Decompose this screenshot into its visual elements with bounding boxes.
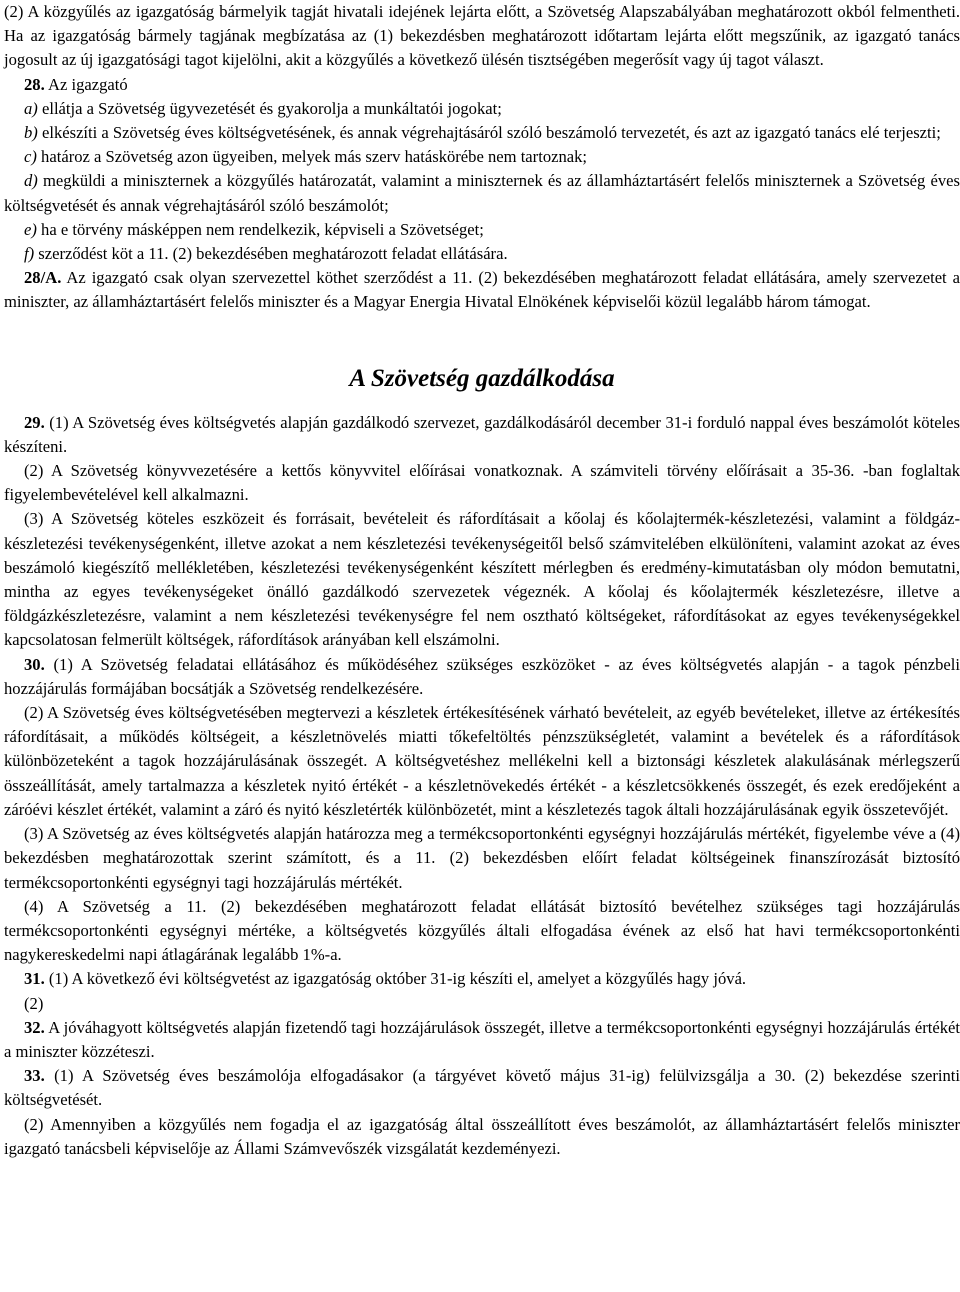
item-label: d): [24, 171, 38, 191]
section-31-1: [4, 967, 960, 991]
item-text: ha e törvény másképpen nem rendelkezik, képviseli a Szövetséget;: [36, 219, 484, 239]
section-number: 28/A.: [24, 268, 62, 288]
list-item-28-d: [4, 169, 960, 217]
paragraph-text: Az igazgató: [44, 74, 128, 94]
section-29-1: [4, 411, 960, 459]
section-30-1: [4, 653, 960, 701]
section-number: 28.: [24, 74, 45, 94]
paragraph-27-2: [4, 0, 960, 73]
section-30-4: [4, 895, 960, 968]
section-number: 32.: [24, 1017, 45, 1037]
paragraph-text: Az igazgató csak olyan szervezettel köthet szerződést a 11. (2) bekezdésében meghatározott feladat ellátására, amely szervezetet a miniszter, az államháztartásért felelős miniszter és a Magyar Energia Hivatal Elnökének képviselői közül legalább három támogat.: [4, 268, 960, 312]
list-item-28-c: [4, 145, 960, 169]
section-number: 29.: [24, 412, 45, 432]
paragraph-text: (1) A következő évi költségvetést az igazgatóság október 31-ig készíti el, amelyet a közgyűlés hagy jóvá.: [44, 969, 747, 989]
item-text: határoz a Szövetség azon ügyeiben, melyek más szerv hatáskörébe nem tartoznak;: [36, 147, 588, 167]
section-28a: [4, 266, 960, 314]
item-text: elkészíti a Szövetség éves költségvetésének, és annak végrehajtásáról szóló beszámoló tervezetét, és azt az igazgató tanács elé terjeszti;: [37, 123, 941, 143]
section-31-2: [4, 992, 960, 1016]
item-label: b): [24, 123, 38, 143]
item-label: c): [24, 147, 37, 167]
paragraph-text: (2) A közgyűlés az igazgatóság bármelyik tagját hivatali idejének lejárta előtt, a Szövetség Alapszabályában meghatározott okból felmentheti. Ha az igazgatóság bármely tagjának megbízatása az (1) bekezdésben meghatározott időtartam lejárta előtt megszűnik, az igazgató tanács jogosult az új igazgatósági tagot kijelölni, akit a közgyűlés a következő ülésén tisztségében megerősít vagy új tagot választ.: [4, 2, 960, 70]
section-number: 33.: [24, 1066, 45, 1086]
paragraph-text: (3) A Szövetség az éves költségvetés alapján határozza meg a termékcsoportonkénti egységnyi hozzájárulás mértékét, figyelembe véve a (4) bekezdésben meghatározottak szerint számított, és a 11. (2) bekezdésben előírt feladat költségeinek finanszírozását biztosító termékcsoportonkénti egységnyi tagi hozzájárulás mértékét.: [4, 824, 960, 892]
list-item-28-a: [4, 97, 960, 121]
section-28-intro: [4, 73, 960, 97]
paragraph-text: (1) A Szövetség éves beszámolója elfogadásakor (a tárgyévet követő május 31-ig) felülvizsgálja a 30. (2) bekezdése szerinti költségvetését.: [4, 1066, 960, 1110]
item-text: megküldi a miniszternek a közgyűlés határozatát, valamint a miniszternek és az államháztartásért felelős miniszternek a Szövetség éves költségvetését és annak végrehajtásáról szóló beszámolót;: [4, 171, 960, 215]
section-29-2: [4, 459, 960, 507]
chapter-heading: A Szövetség gazdálkodása: [349, 364, 615, 392]
section-number: 30.: [24, 654, 45, 674]
section-33-2: [4, 1113, 960, 1161]
list-item-28-b: [4, 121, 960, 145]
item-text: szerződést köt a 11. (2) bekezdésében meghatározott feladat ellátására.: [34, 244, 508, 264]
paragraph-text: (2): [24, 993, 44, 1013]
paragraph-text: (1) A Szövetség éves költségvetés alapján gazdálkodó szervezet, gazdálkodásáról december 31-i forduló nappal éves beszámolót köteles készíteni.: [4, 412, 960, 456]
section-29-3: [4, 507, 960, 652]
section-30-3: [4, 822, 960, 895]
paragraph-text: (1) A Szövetség feladatai ellátásához és működéséhez szükséges eszközöket - az éves költségvetés alapján - a tagok pénzbeli hozzájárulás formájában bocsátják a Szövetség rendelkezésére.: [4, 654, 960, 698]
item-text: ellátja a Szövetség ügyvezetését és gyakorolja a munkáltatói jogokat;: [37, 98, 502, 118]
paragraph-text: A jóváhagyott költségvetés alapján fizetendő tagi hozzájárulások összegét, illetve a termékcsoportonkénti egységnyi hozzájárulás értékét a miniszter közzéteszi.: [4, 1017, 960, 1061]
list-item-28-e: [4, 218, 960, 242]
paragraph-text: (3) A Szövetség köteles eszközeit és forrásait, bevételeit és ráfordításait a kőolaj és kőolajtermék-készletezési, valamint a földgáz-készletezési tevékenységenként, illetve azokat a nem készletezési tevékenységeitől belső számvitelében elkülöníteni, valamint azokat az éves beszámoló kiegészítő mellékletében, készletezési tevékenységenként készített mérlegben és eredmény-kimutatásban oly módon bemutatni, mintha az egyes tevékenységeket önálló gazdálkodó szervezetek végeznék. A kőolaj és kőolajtermék készletezésre, illetve a földgázkészletezésre, valamint a nem készletezési tevékenységre fel nem osztható költségeket, ráfordításokat az egyes tevékenységekkel kapcsolatosan felmerült költségek, ráfordítások arányában kell elszámolni.: [4, 509, 960, 650]
section-33-1: [4, 1064, 960, 1112]
item-label: e): [24, 219, 37, 239]
item-label: a): [24, 98, 38, 118]
section-30-2: [4, 701, 960, 822]
paragraph-text: (2) A Szövetség könyvvezetésére a kettős könyvvitel előírásai vonatkoznak. A számviteli törvény előírásait a 35-36. -ban foglaltak figyelembevételével kell alkalmazni.: [4, 461, 960, 505]
section-32: [4, 1016, 960, 1064]
paragraph-text: (2) Amennyiben a közgyűlés nem fogadja el az igazgatóság által összeállított éves beszámolót, az államháztartásért felelős miniszter igazgató tanácsbeli képviselője az Állami Számvevőszék vizsgálatát kezdeményezi.: [4, 1114, 960, 1158]
list-item-28-f: [4, 242, 960, 266]
item-label: f): [24, 244, 35, 264]
paragraph-text: (2) A Szövetség éves költségvetésében megtervezi a készletek értékesítésének várható bevételeit, az egyéb bevételeket, illetve az értékesítés ráfordításait, a működés költségeit, a készletnövelés miatti tőkefeltöltés pénzszükségletét, valamint a bevételek és a ráfordítások különbözeteként a tagok hozzájárulásának összegét. A költségvetéshez mellékelni kell a biztonsági készletek alakulásának mérlegszerű összeállítását, amely tartalmazza a készletek nyitó értékét - a készletnövekedés értékét - a készletcsökkenés összegét, és ezek eredőjeként a záróévi készlet értékét, valamint a záró és nyitó készletérték különbözetét, mint a készletezés tagok általi hozzájárulásának egyik összetevőjét.: [4, 703, 960, 819]
paragraph-text: (4) A Szövetség a 11. (2) bekezdésében meghatározott feladat ellátását biztosító bevételhez szükséges tagi hozzájárulás termékcsoportonkénti egységnyi mértéke, a költségvetés közgyűlés általi elfogadása évének az első hat havi termékcsoportonkénti nagykereskedelmi napi átlagárának legalább 1%-a.: [4, 896, 960, 965]
section-number: 31.: [24, 969, 45, 989]
